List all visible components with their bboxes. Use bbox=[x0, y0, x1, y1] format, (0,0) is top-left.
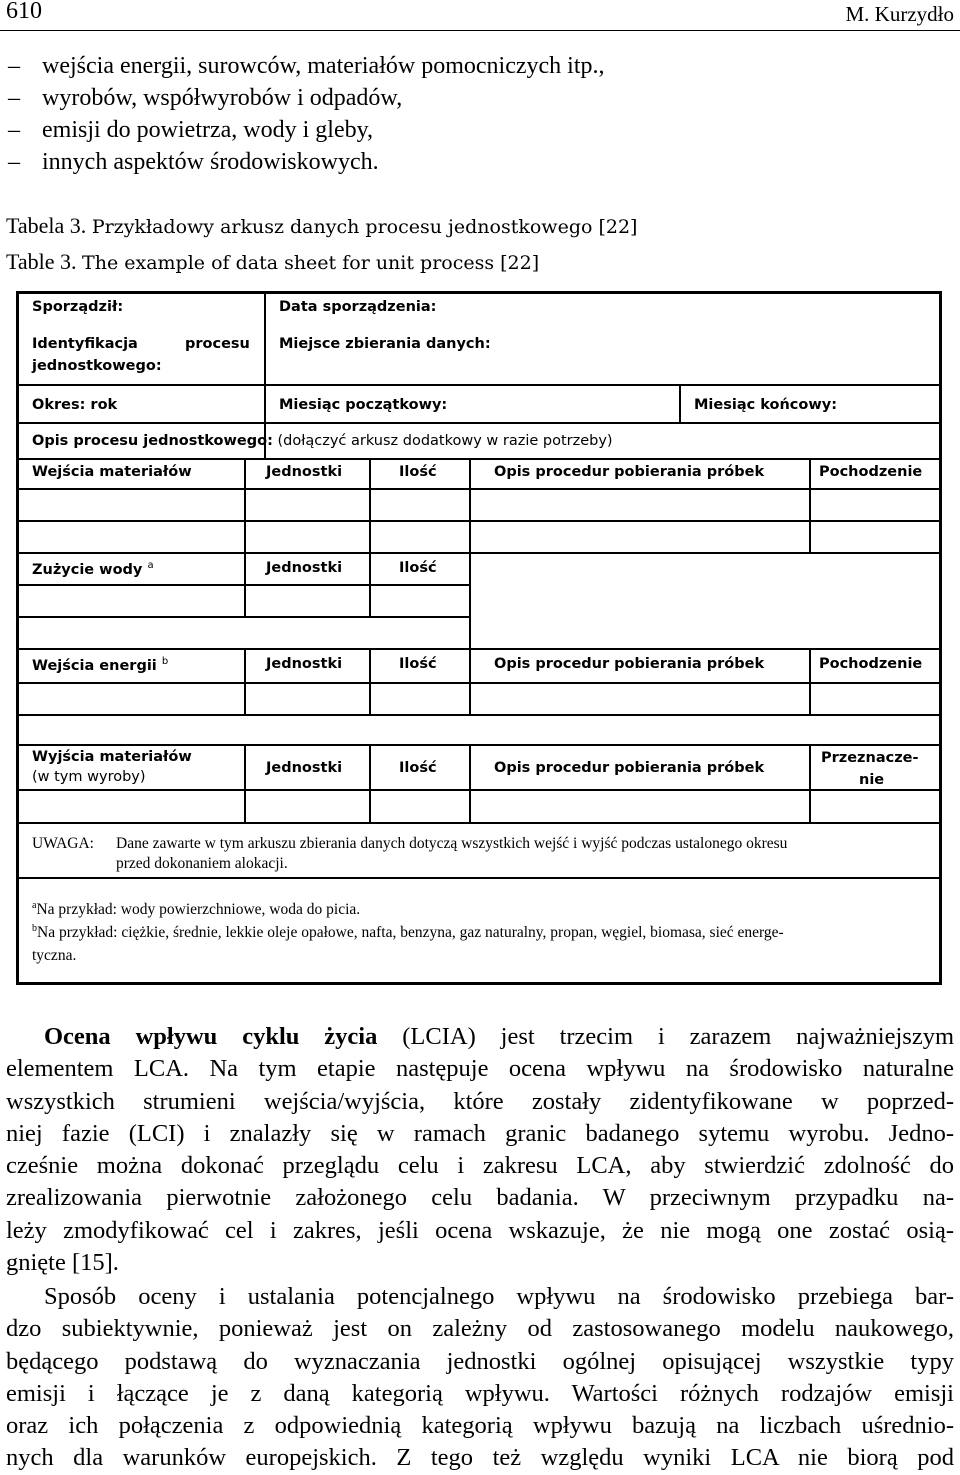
quantity-header: Ilość bbox=[399, 656, 437, 672]
date-prepared-label: Data sporządzenia: bbox=[279, 299, 437, 315]
process-description-label: Opis procesu jednostkowego: (dołączyć arkusz dodatkowy w razie potrzeby) bbox=[32, 433, 613, 449]
note-text: przed dokonaniem alokacji. bbox=[116, 855, 288, 872]
material-outputs-header: Wyjścia materiałów bbox=[32, 749, 192, 765]
bullet-item: – emisji do powietrza, wody i gleby, bbox=[8, 117, 374, 143]
destination-header: Przeznacze- bbox=[821, 750, 919, 766]
footnote-b: $^b$Na przykład: ciężkie, średnie, lekkie oleje opałowe, nafta, benzyna, gaz naturalny, propan, węgiel, biomasa, sieć energe- bbox=[32, 923, 784, 942]
data-sheet-table bbox=[16, 291, 942, 985]
bullet-item: – wyrobów, współwyrobów i odpadów, bbox=[8, 85, 403, 111]
sampling-header: Opis procedur pobierania próbek bbox=[494, 760, 765, 776]
units-header: Jednostki bbox=[266, 464, 343, 480]
sampling-header: Opis procedur pobierania próbek bbox=[494, 464, 765, 480]
footnote-a: $^a$Na przykład: wody powierzchniowe, woda do picia. bbox=[32, 900, 361, 919]
footnote-b-continued: tyczna. bbox=[32, 947, 77, 964]
material-inputs-header: Wejścia materiałów bbox=[32, 464, 192, 480]
table-caption-en: Table 3. The example of data sheet for unit process [22] bbox=[6, 249, 540, 274]
page-number: 610 bbox=[6, 0, 42, 24]
units-header: Jednostki bbox=[266, 760, 343, 776]
unit-process-id-label: Identyfikacja bbox=[32, 336, 138, 352]
material-outputs-subheader: (w tym wyroby) bbox=[32, 769, 146, 785]
start-month-label: Miesiąc początkowy: bbox=[279, 397, 448, 413]
table-caption-pl: Tabela 3. Przykładowy arkusz danych procesu jednostkowego [22] bbox=[6, 213, 638, 238]
sampling-header: Opis procedur pobierania próbek bbox=[494, 656, 765, 672]
origin-header: Pochodzenie bbox=[819, 656, 923, 672]
units-header: Jednostki bbox=[266, 656, 343, 672]
unit-process-id-label: procesu bbox=[185, 336, 250, 352]
quantity-header: Ilość bbox=[399, 464, 437, 480]
destination-header: nie bbox=[859, 772, 885, 788]
prepared-by-label: Sporządził: bbox=[32, 299, 124, 315]
unit-process-id-label: jednostkowego: bbox=[32, 358, 162, 374]
page-header bbox=[0, 0, 960, 31]
end-month-label: Miesiąc końcowy: bbox=[694, 397, 838, 413]
note-text: Dane zawarte w tym arkuszu zbierania danych dotyczą wszystkich wejść i wyjść podczas ustalonego okresu bbox=[116, 835, 788, 852]
collection-place-label: Miejsce zbierania danych: bbox=[279, 336, 491, 352]
quantity-header: Ilość bbox=[399, 760, 437, 776]
note-label: UWAGA: bbox=[32, 835, 94, 852]
paragraph-impact-assessment: Sposób oceny i ustalania potencjalnego wpływu na środowisko przebiega bar- dzo subiektywnie, ponieważ jest on zależny od zastosowanego modelu naukowego, będącego podstawą do wyznaczania jednostki ogólnej opisującej wszystkie typy emisji i łączące je z daną kategorią wpływu. Wartości różnych rodzajów emisji oraz ich połączenia z odpowiednią kategorią wpływu bazują na liczbach uśrednio- nych dla warunków europejskich. Z tego też względu wyniki LCA nie biorą pod bbox=[6, 1283, 954, 1472]
quantity-header: Ilość bbox=[399, 560, 437, 576]
units-header: Jednostki bbox=[266, 560, 343, 576]
origin-header: Pochodzenie bbox=[819, 464, 923, 480]
period-label: Okres: rok bbox=[32, 397, 118, 413]
running-author: M. Kurzydło bbox=[845, 2, 954, 26]
water-use-header: Zużycie wody $^a$ bbox=[32, 560, 154, 578]
bullet-item: – wejścia energii, surowców, materiałów pomocniczych itp., bbox=[8, 53, 605, 79]
energy-inputs-header: Wejścia energii $^b$ bbox=[32, 656, 169, 674]
bullet-item: – innych aspektów środowiskowych. bbox=[8, 149, 379, 175]
paragraph-lcia: Ocena wpływu cyklu życia (LCIA) jest trzecim i zarazem najważniejszym elementem LCA. Na tym etapie następuje ocena wpływu na środowisko naturalne wszystkich strumieni wejścia/wyjścia, które zostały zidentyfikowane w poprzed- niej fazie (LCI) i znalazły się w ramach granic badanego sytemu wyrobu. Jedno- cześnie można dokonać przeglądu celu i zakresu LCA, aby stwierdzić zdolność do zrealizowania pierwotnie założonego celu badania. W przeciwnym przypadku na- leży zmodyfikować cel i zakres, jeśli ocena wskazuje, że nie mogą one zostać osią- gnięte [15]. bbox=[6, 1023, 954, 1277]
